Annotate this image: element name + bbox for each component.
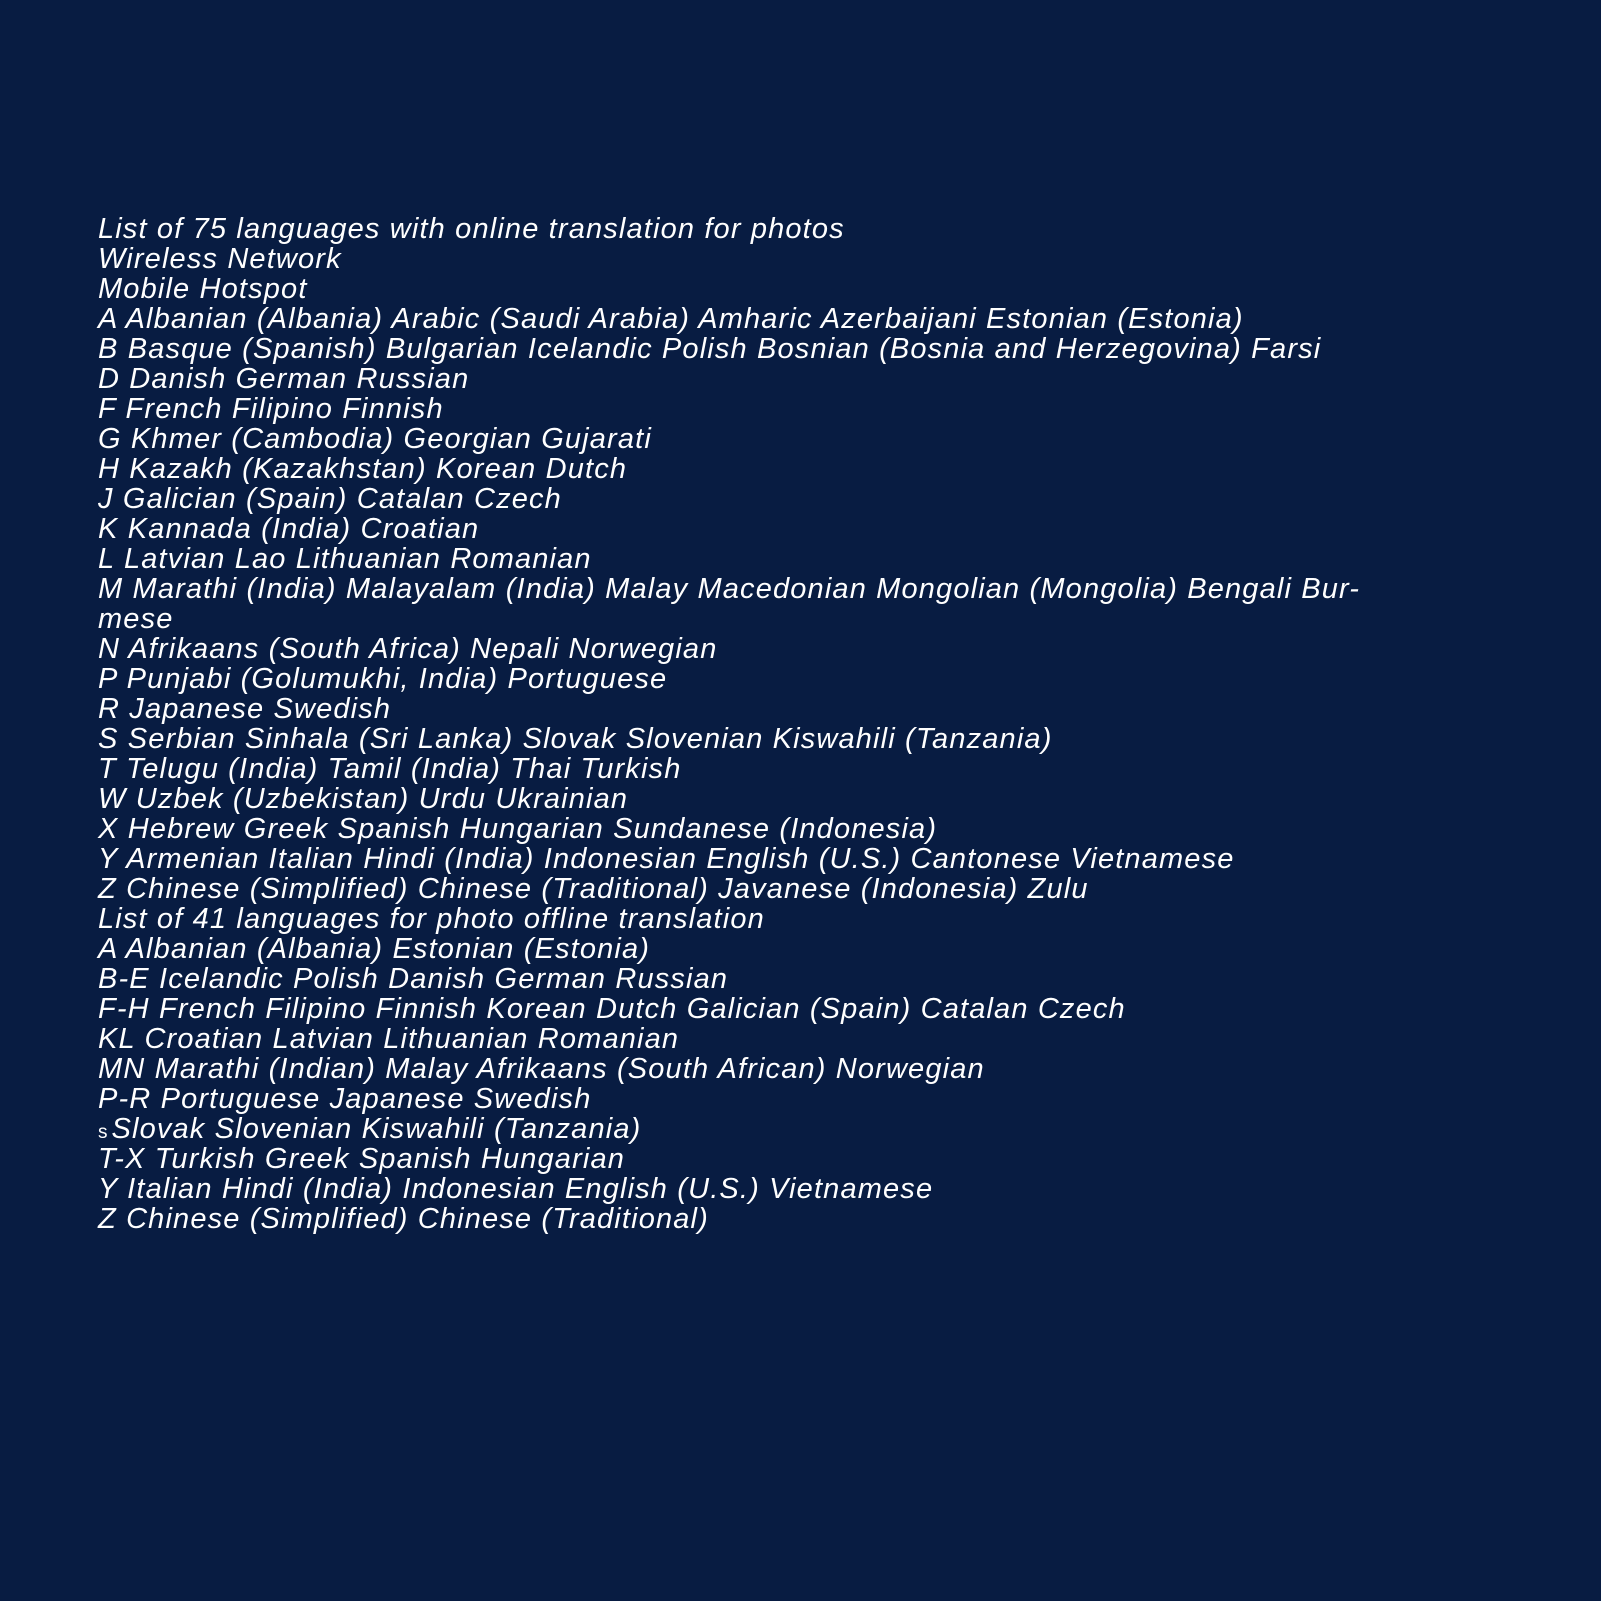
wireless-network-label: Wireless Network xyxy=(98,243,342,275)
online-group-f: F French Filipino Finnish xyxy=(98,393,444,425)
offline-group-z: Z Chinese (Simplified) Chinese (Traditional) xyxy=(98,1203,709,1235)
offline-group-s-languages: Slovak Slovenian Kiswahili (Tanzania) xyxy=(111,1113,642,1145)
mobile-hotspot-label: Mobile Hotspot xyxy=(98,273,308,305)
offline-list-title: List of 41 languages for photo offline translation xyxy=(98,903,765,935)
offline-group-mn: MN Marathi (Indian) Malay Afrikaans (South African) Norwegian xyxy=(98,1053,985,1085)
offline-group-f-h: F-H French Filipino Finnish Korean Dutch Galician (Spain) Catalan Czech xyxy=(98,993,1126,1025)
online-group-k: K Kannada (India) Croatian xyxy=(98,513,480,545)
offline-group-t-x: T-X Turkish Greek Spanish Hungarian xyxy=(98,1143,626,1175)
online-group-w: W Uzbek (Uzbekistan) Urdu Ukrainian xyxy=(98,783,629,815)
online-group-m: M Marathi (India) Malayalam (India) Malay Macedonian Mongolian (Mongolia) Bengali Bur- xyxy=(98,573,1361,605)
online-group-a: A Albanian (Albania) Arabic (Saudi Arabia) Amharic Azerbaijani Estonian (Estonia) xyxy=(98,303,1244,335)
online-group-r: R Japanese Swedish xyxy=(98,693,392,725)
offline-group-b-e: B-E Icelandic Polish Danish German Russian xyxy=(98,963,729,995)
online-group-l: L Latvian Lao Lithuanian Romanian xyxy=(98,543,592,575)
offline-group-y: Y Italian Hindi (India) Indonesian English (U.S.) Vietnamese xyxy=(98,1173,934,1205)
online-group-b: B Basque (Spanish) Bulgarian Icelandic Polish Bosnian (Bosnia and Herzegovina) Farsi xyxy=(98,333,1322,365)
offline-group-s-letter: s xyxy=(98,1122,108,1143)
offline-group-kl: KL Croatian Latvian Lithuanian Romanian xyxy=(98,1023,680,1055)
online-group-d: D Danish German Russian xyxy=(98,363,470,395)
online-group-j: J Galician (Spain) Catalan Czech xyxy=(98,483,562,515)
online-group-p: P Punjabi (Golumukhi, India) Portuguese xyxy=(98,663,668,695)
online-group-m-continued: mese xyxy=(98,603,174,635)
online-group-x: X Hebrew Greek Spanish Hungarian Sundanese (Indonesia) xyxy=(98,813,938,845)
online-group-s: S Serbian Sinhala (Sri Lanka) Slovak Slovenian Kiswahili (Tanzania) xyxy=(98,723,1053,755)
language-list xyxy=(98,214,1518,1234)
offline-group-a: A Albanian (Albania) Estonian (Estonia) xyxy=(98,933,651,965)
offline-group-p-r: P-R Portuguese Japanese Swedish xyxy=(98,1083,592,1115)
online-list-title: List of 75 languages with online translation for photos xyxy=(98,213,845,245)
offline-group-s xyxy=(98,1114,1518,1144)
online-group-y: Y Armenian Italian Hindi (India) Indonesian English (U.S.) Cantonese Vietnamese xyxy=(98,843,1235,875)
online-group-h: H Kazakh (Kazakhstan) Korean Dutch xyxy=(98,453,628,485)
online-group-t: T Telugu (India) Tamil (India) Thai Turkish xyxy=(98,753,682,785)
online-group-g: G Khmer (Cambodia) Georgian Gujarati xyxy=(98,423,652,455)
online-group-z: Z Chinese (Simplified) Chinese (Traditional) Javanese (Indonesia) Zulu xyxy=(98,873,1089,905)
online-group-n: N Afrikaans (South Africa) Nepali Norwegian xyxy=(98,633,718,665)
